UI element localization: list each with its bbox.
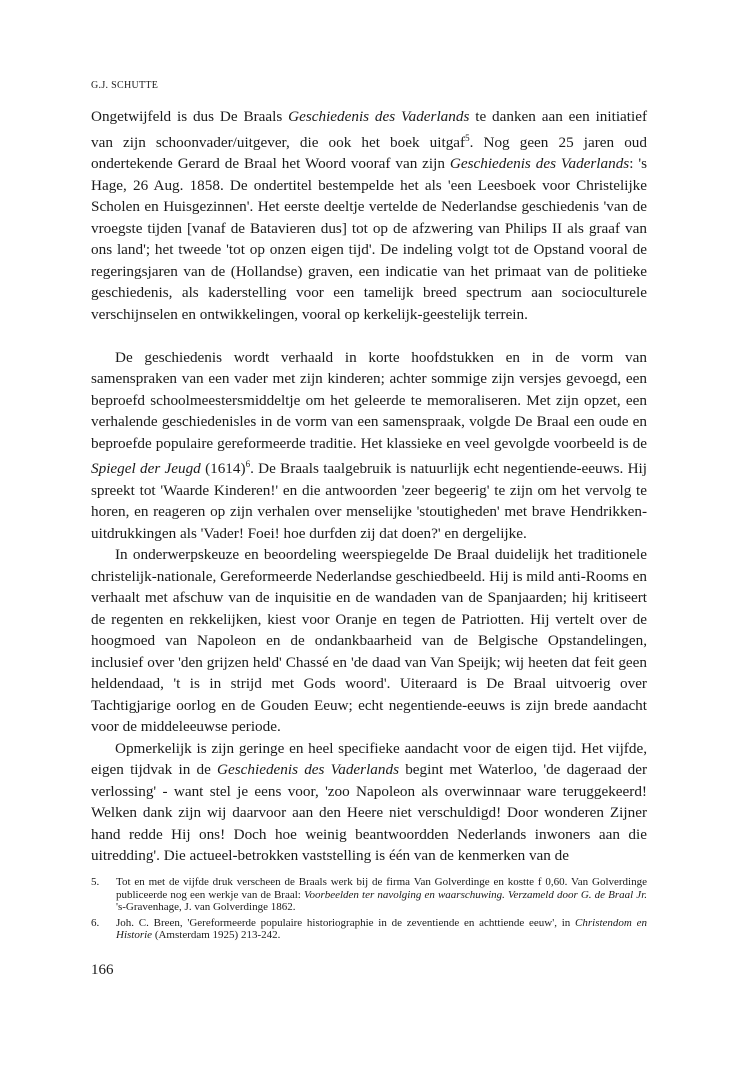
paragraph-2 — [91, 347, 647, 545]
p4-text-c: begint met Waterloo, 'de dageraad der verlossing' - want stel je eens voor, 'zoo Napoleon als overwinnaar ware teruggekeerd! Welken dank zijn wij daarvoor aan den Heere niet verschuldigd! Door wonderen Zijner hand redde Hij ons! Doch hoe weinig beantwoordden Nederlands inwoners aan die uitredding'. Die actueel-betrokken vaststelling is één van de kenmerken van de — [91, 761, 648, 865]
p4-title-italic: Geschiedenis des Vaderlands — [217, 761, 399, 779]
footnote-text: Tot en met de vijfde druk verscheen de Braals werk bij de firma Van Golverdinge en kostte f 0,60. Van Golverdinge publiceerde nog een werkje van de Braal: — [116, 876, 647, 901]
running-head: G.J. SCHUTTE — [91, 80, 159, 91]
paragraph-3: In onderwerpskeuze en beoordeling weerspiegelde De Braal duidelijk het traditionele christelijk-nationale, Gereformeerde Nederlandse geschiedbeeld. Hij is mild anti-Rooms en verhaalt met afschuw van de inquisitie en de wandaden van de Spanjaarden; hij kritiseert de regenten en rekkelijken, kiest voor Oranje en tegen de Patriotten. Hij vertelt over de hoogmoed van Napoleon en de ondankbaarheid van de Belgische Opstandelingen, inclusief over 'den grijzen held' Chassé en 'de daad van Van Speijk; wij heeten dat feit geen heldendaad, 't is in strijd met Gods woord'. Uiteraard is De Braal uitvoerig over Tachtigjarige oorlog en de Gouden Eeuw; echt negentiende-eeuws is zijn brede aandacht voor de middeleeuwse periode. — [91, 546, 647, 736]
footnote-ref-6[interactable]: 6 — [245, 459, 251, 470]
p1-title-italic-2: Geschiedenis des Vaderlands — [449, 155, 630, 173]
footnote-number: 5. — [91, 876, 100, 888]
paragraph-4 — [91, 738, 647, 867]
p2-text-c: (1614) — [200, 460, 246, 478]
footnote-text: Joh. C. Breen, 'Gereformeerde populaire historiographie in de zeventiende en achttiende eeuw', in — [116, 916, 576, 929]
footnote-6 — [91, 917, 647, 942]
footnote-italic: Christendom en Historie — [116, 916, 647, 942]
p1-text-f: : 's Hage, 26 Aug. 1858. De ondertitel bestempelde het als 'een Leesboek voor Christelijke Scholen en Huisgezinnen'. Het eerste deeltje vertelde de Nederlandse geschiedenis 'van de vroegste tijden [vanaf de Batavieren dus] tot op de afzwering van Philips II als graaf van ons land'; het tweede 'tot op onzen eigen tijd'. De indeling volgt tot de Opstand vooral de regeringsjaren van de (Hollandse) graven, een indicatie van het primaat van de politieke geschiedenis, als kaderstelling voor een tamelijk breed spectrum aan socioculturele verschijnselen en ontwikkelingen, vooral op kerkelijk-geestelijk terrein. — [91, 155, 648, 323]
p1-text-a: Ongetwijfeld is dus De Braals — [91, 108, 289, 125]
p2-title-italic: Spiegel der Jeugd — [91, 460, 201, 478]
paragraph-1 — [91, 106, 647, 325]
body-text — [91, 106, 647, 867]
p4-text-a: Opmerkelijk is zijn geringe en heel specifieke aandacht voor de eigen tijd. Het vijfde, eigen tijdvak in de — [91, 739, 647, 779]
page-number: 166 — [91, 962, 114, 978]
footnote-text-end: (Amsterdam 1925) 213-242. — [152, 929, 281, 942]
p2-text-a: De geschiedenis wordt verhaald in korte hoofdstukken en in de vorm van samenspraken van een vader met zijn kinderen; achter sommige zijn versjes gevoegd, een beproefd schoolmeestersmiddeltje om het geleerde te memoraliseren. Met zijn opzet, een verhalende geschiedenisles in de vorm van een samenspraak, volgde De Braal een oude en beproefde populaire gereformeerde traditie. Het klassieke en veel gevolgde voorbeeld is de — [91, 348, 647, 452]
footnotes — [91, 876, 647, 945]
footnote-ref-5[interactable]: 5 — [465, 132, 470, 143]
p1-text-c: te danken aan een initiatief van zijn schoonvader/uitgever, die ook het boek uitgaf — [91, 108, 648, 151]
footnote-5 — [91, 876, 647, 914]
footnote-text-end: 's-Gravenhage, J. van Golverdinge 1862. — [116, 901, 296, 914]
p1-title-italic: Geschiedenis des Vaderlands — [288, 108, 470, 125]
footnote-italic: Voorbeelden ter navolging en waarschuwing. Verzameld door G. de Braal Jr. — [303, 888, 648, 901]
p1-text-d: . Nog geen 25 jaren oud ondertekende Gerard de Braal het Woord vooraf van zijn — [91, 133, 647, 173]
footnote-number: 6. — [91, 916, 100, 929]
p2-text-d: . De Braals taalgebruik is natuurlijk echt negentiende-eeuws. Hij spreekt tot 'Waarde Kinderen!' en die antwoorden 'zeer begeerig' te zijn om het vervolg te horen, en reageren op zijn verhalen over menselijke 'stoutigheden' met brave Hendrikken-uitdrukkingen als 'Vader! Foei! hoe durfden zij dat doen?' en dergelijke. — [91, 460, 647, 542]
